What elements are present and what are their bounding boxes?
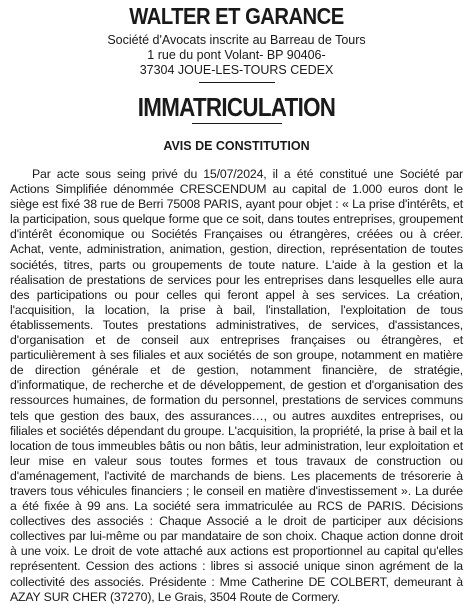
notice-body: Par acte sous seing privé du 15/07/2024, il a été constitué une Société par Actions Simplifiée dénommée CRESCENDUM au capital de 1.000 euros dont le siège est fixé 38 rue de Berri 75008 PARIS, ayant pour objet : « La prise d'intérêts, et la participation, sous quelque forme que ce soit, dans toutes entreprises, groupement d'intérêt économique ou Sociétés Françaises ou étrangères, créées ou à créer. Achat, vente, administration, animation, gestion, direction, représentation de toutes sociétés, titres, parts ou groupements de toute nature. L'aide à la gestion et la réalisation de prestations de services pour les entreprises dans lesquelles elle aura des participations ou pour celles qui feront appel à ses services. La création, l'acquisition, la location, la prise à bail, l'installation, l'exploitation de tous établissements. Toutes prestations administratives, de services, d'assistances, d'organisation et de conseil aux entreprises françaises ou étrangères, et particulièrement à ses filiales et aux sociétés de son groupe, notamment en matière de direction générale et de gestion, notamment financière, de stratégie, d'informatique, de recherche et de développement, de gestion et d'organisation des ressources humaines, de formation du personnel, prestations de services communs tels que gestion des baux, des assurances…, ou autres auxdites entreprises, ou filiales et sociétés dépendant du groupe. L'acquisition, la propriété, la prise à bail et la location de tous immeubles bâtis ou non bâtis, leur administration, leur exploitation et leur mise en valeur sous toutes formes et tous travaux de construction ou d'aménagement, l'activité de marchands de biens. Les placements de trésorerie à travers tous véhicules financiers ; le conseil en matière d'investissement ». La durée a été fixée à 99 ans. La société sera immatriculée au RCS de PARIS. Décisions collectives des associés : Chaque Associé a le droit de participer aux décisions collectives par lui-même ou par mandataire de son choix. Chaque action donne droit à une voix. Le droit de vote attaché aux actions est proportionnel au capital qu'elles représentent. Cession des actions : libres si associé unique sinon agrément de la collectivité des associés. Présidente : Mme Catherine DE COLBERT, demeurant à AZAY SUR CHER (37270), Le Grais, 3504 Route de Cormery. (10, 167, 463, 604)
address-line-3: 37304 JOUE-LES-TOURS CEDEX (139, 63, 334, 77)
address-line-2: 1 rue du pont Volant- BP 90406- (147, 48, 326, 62)
notice-title: AVIS DE CONSTITUTION (163, 139, 310, 153)
firm-address (10, 33, 463, 78)
rubric-title: IMMATRICULATION (137, 92, 336, 122)
address-line-1: Société d'Avocats inscrite au Barreau de Tours (107, 33, 366, 47)
firm-name: WALTER ET GARANCE (129, 3, 344, 29)
rubric-divider (192, 123, 282, 124)
header-divider (199, 82, 275, 83)
